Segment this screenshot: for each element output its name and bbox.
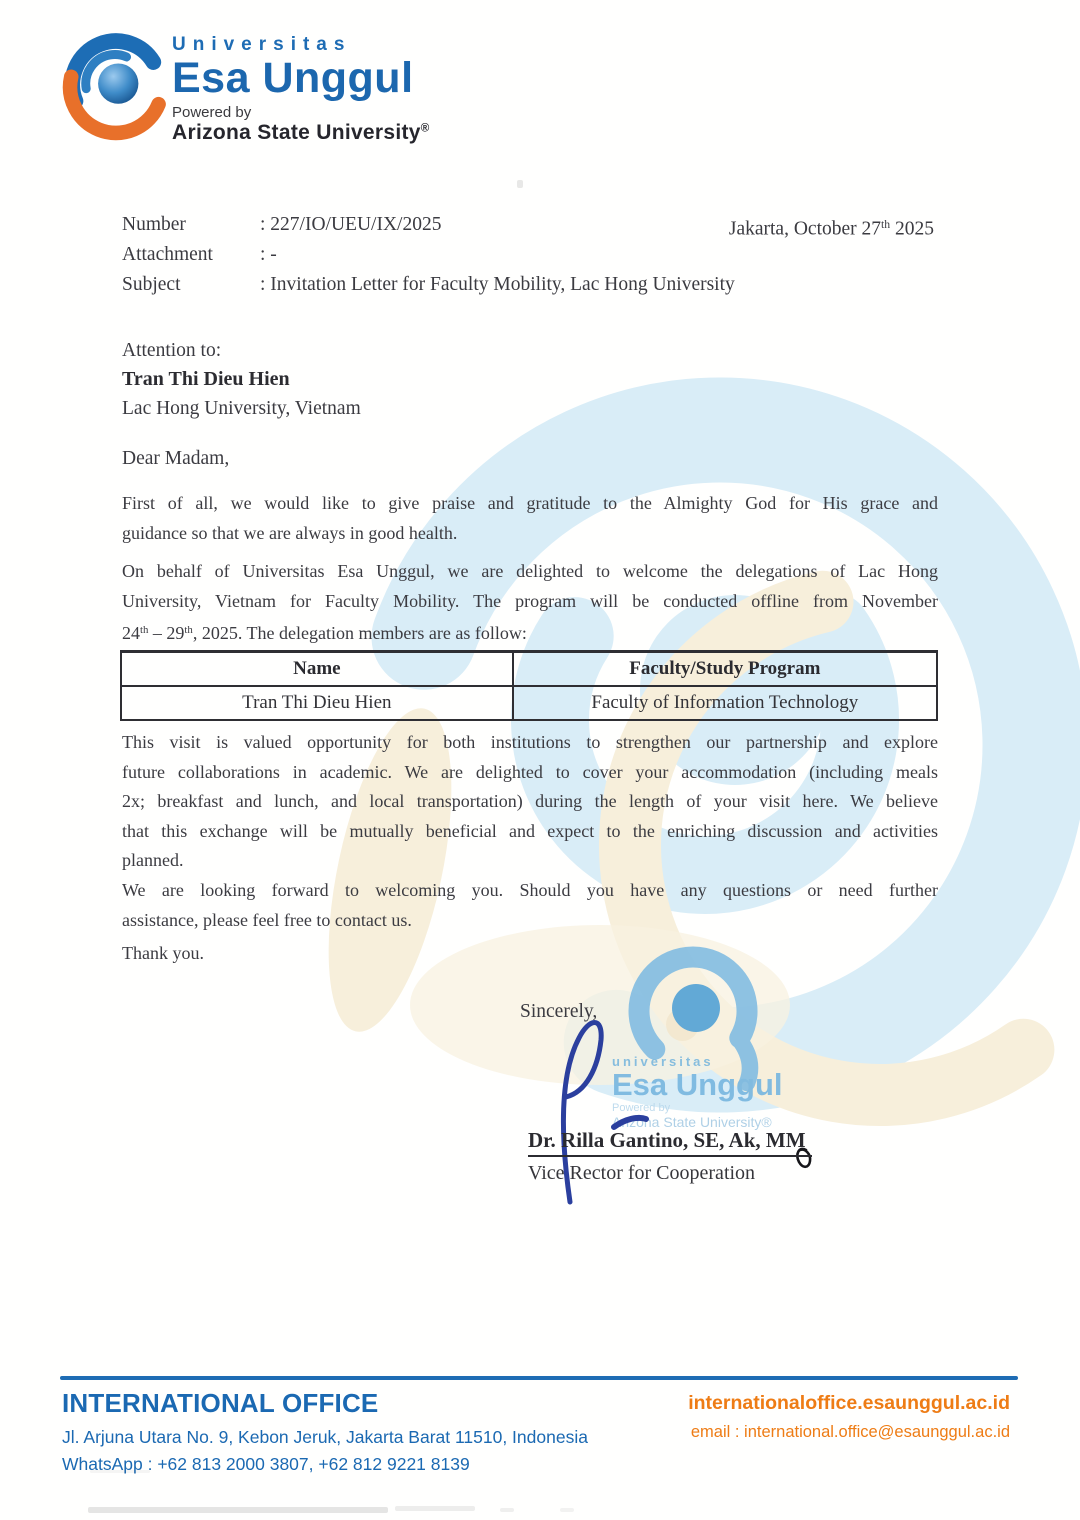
dateline <box>729 210 934 244</box>
text-segment: – 29 <box>148 622 185 643</box>
footer-address: Jl. Arjuna Utara No. 9, Kebon Jeruk, Jakarta Barat 11510, Indonesia <box>62 1427 588 1447</box>
paragraph-line: We are looking forward to welcoming you. Should you have any questions or need further <box>122 880 938 900</box>
attention-label: Attention to: <box>122 340 222 361</box>
paragraph-3 <box>122 728 938 876</box>
meta-label: Attachment <box>122 244 213 265</box>
meta-label: Number <box>122 214 186 235</box>
paragraph-2 <box>122 557 938 648</box>
ordinal-sup: th <box>184 624 193 636</box>
logo-asu-text <box>172 121 430 145</box>
paragraph-line <box>122 616 938 648</box>
paragraph-1 <box>122 489 938 548</box>
footer-left-block <box>62 1388 588 1475</box>
paragraph-line: guidance so that we are always in good health. <box>122 522 458 543</box>
logo-universitas-text: Universitas <box>172 34 352 55</box>
meta-value: : Invitation Letter for Faculty Mobility, Lac Hong University <box>260 274 735 295</box>
meta-row-attachment <box>122 240 934 270</box>
meta-label: Subject <box>122 274 181 295</box>
paragraph-line: future collaborations in academic. We are delighted to cover your accommodation (including meals <box>122 761 938 782</box>
table-cell-name: Tran Thi Dieu Hien <box>121 686 513 720</box>
footer-website: internationaloffice.esaunggul.ac.id <box>688 1392 1010 1414</box>
paragraph-line: that this exchange will be mutually beneficial and expect to the enriching discussion and activities <box>122 820 938 841</box>
esa-unggul-logo-icon <box>60 28 172 146</box>
scan-artifact <box>560 1508 574 1512</box>
logo-powered-by-text: Powered by <box>172 104 252 121</box>
table-header-faculty: Faculty/Study Program <box>513 652 937 687</box>
paragraph-line: planned. <box>122 850 184 870</box>
esa-unggul-stamp <box>600 942 930 1142</box>
university-logo <box>60 28 490 153</box>
recipient-block <box>122 336 361 423</box>
scan-artifact <box>517 180 523 188</box>
recipient-org: Lac Hong University, Vietnam <box>122 398 361 419</box>
table-row <box>121 686 937 720</box>
paragraph-line: First of all, we would like to give praise and gratitude to the Almighty God for His grace and <box>122 493 938 513</box>
paragraph-line: On behalf of Universitas Esa Unggul, we are delighted to welcome the delegations of Lac Hong <box>122 561 938 581</box>
salutation: Dear Madam, <box>122 448 230 469</box>
table-header-row <box>121 652 937 687</box>
scan-artifact <box>500 1508 514 1512</box>
footer-office-title: INTERNATIONAL OFFICE <box>62 1388 379 1418</box>
stamp-text <box>612 1054 783 1130</box>
text-segment: , 2025. The delegation members are as follow: <box>192 622 527 643</box>
date-ordinal: th <box>881 218 891 231</box>
signatory-name: Dr. Rilla Gantino, SE, Ak, MM <box>528 1128 812 1157</box>
stamp-esa-unggul: Esa Unggul <box>612 1067 783 1102</box>
text-segment: 24 <box>122 622 140 643</box>
logo-esa-unggul-text: Esa Unggul <box>172 54 414 102</box>
paragraph-line: Thank you. <box>122 943 204 963</box>
scan-artifact <box>395 1506 475 1511</box>
footer-divider <box>60 1376 1018 1380</box>
recipient-name: Tran Thi Dieu Hien <box>122 368 290 390</box>
meta-value: : - <box>260 244 277 265</box>
paragraph-line: This visit is valued opportunity for both institutions to strengthen our partnership and explore <box>122 732 938 752</box>
meta-value: : 227/IO/UEU/IX/2025 <box>260 214 442 235</box>
footer-right-block <box>688 1392 1010 1442</box>
table-header-name: Name <box>121 652 513 687</box>
sincerely-line: Sincerely, <box>520 1001 598 1022</box>
stamp-powered-by: Powered by <box>612 1102 671 1114</box>
paragraph-line: 2x; breakfast and lunch, and local transportation) during the length of your visit here. We believe <box>122 791 938 811</box>
stamp-universitas: universitas <box>612 1054 714 1069</box>
signatory-title: Vice Rector for Cooperation <box>528 1162 756 1184</box>
meta-row-subject <box>122 270 934 300</box>
scan-artifact <box>88 1507 388 1513</box>
date-year: 2025 <box>890 218 934 240</box>
asu-name: Arizona State University <box>172 121 421 144</box>
ordinal-sup: th <box>140 624 149 636</box>
paragraph-4 <box>122 876 938 935</box>
delegation-table <box>120 650 938 721</box>
footer-email: email : international.office@esaunggul.ac.id <box>690 1423 1010 1441</box>
table-cell-faculty: Faculty of Information Technology <box>513 686 937 720</box>
stamp-asu: Arizona State University® <box>612 1114 772 1130</box>
registered-mark: ® <box>420 122 430 135</box>
paragraph-line: assistance, please feel free to contact us. <box>122 909 412 930</box>
date-text: Jakarta, October 27 <box>728 218 882 240</box>
scan-artifact <box>90 1470 150 1473</box>
paragraph-line: University, Vietnam for Faculty Mobility. The program will be conducted offline from November <box>122 590 938 611</box>
letter-meta <box>122 210 934 300</box>
footer-whatsapp: WhatsApp : +62 813 2000 3807, +62 812 9221 8139 <box>62 1454 470 1474</box>
